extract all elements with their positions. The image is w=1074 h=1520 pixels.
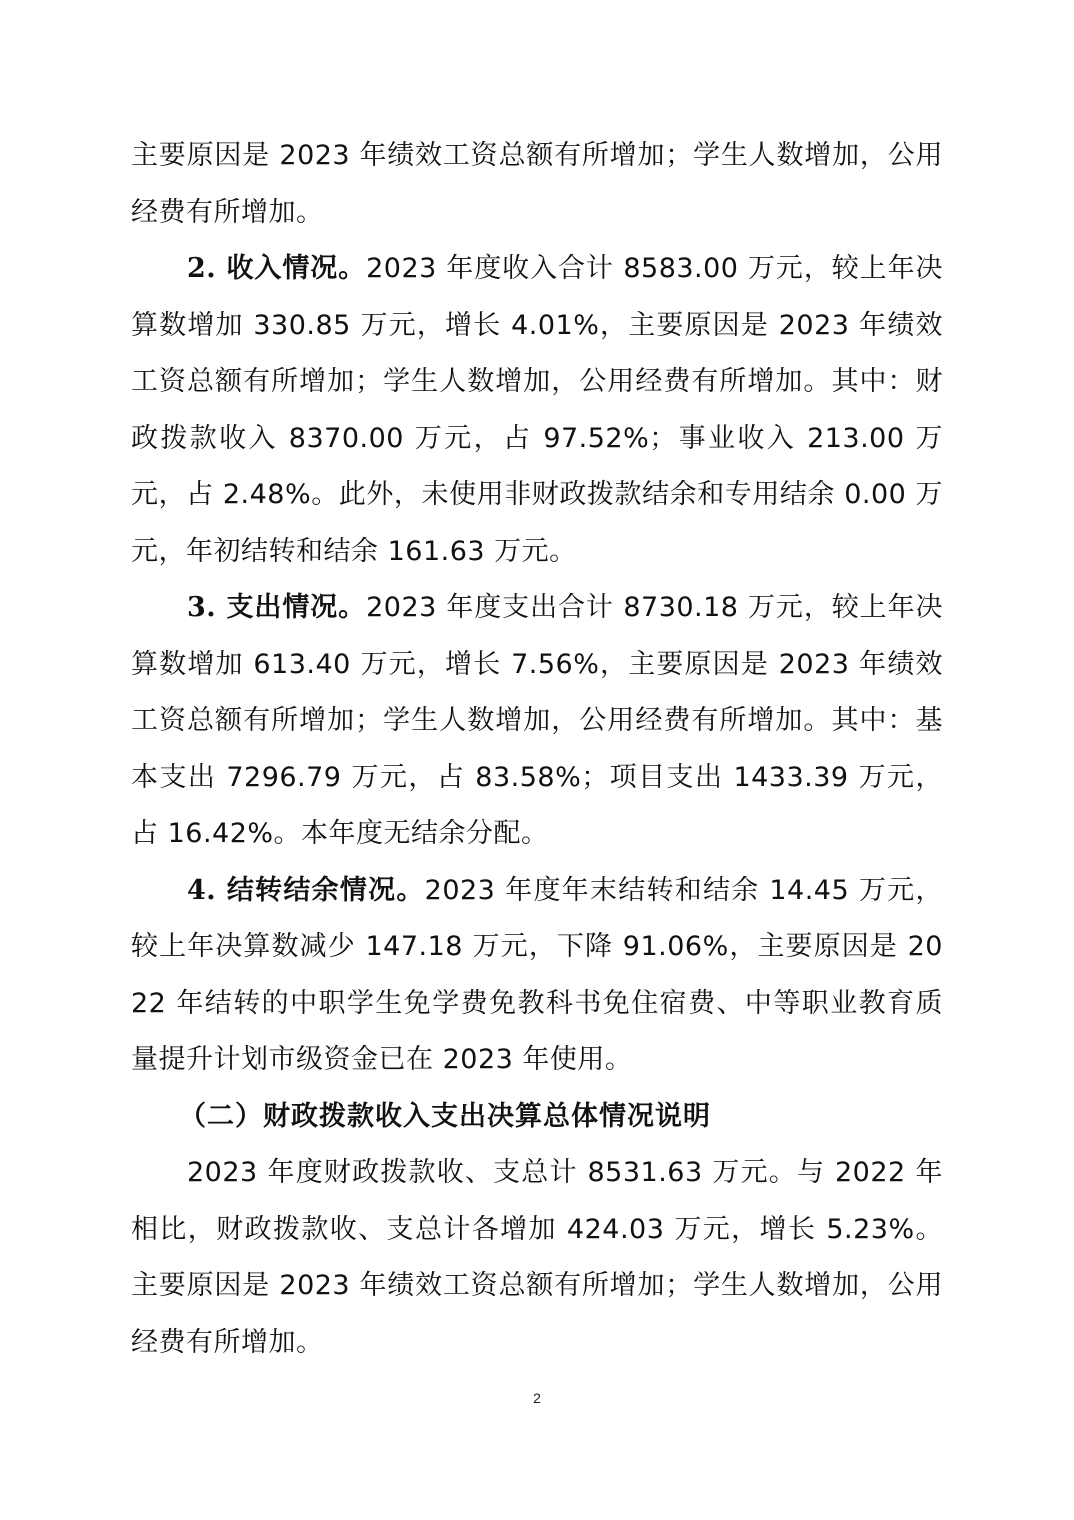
paragraph-text-income: 2023 年度收入合计 8583.00 万元，较上年决算数增加 330.85 万元，增长 4.01%，主要原因是 2023 年绩效工资总额有所增加；学生人数增加，公用经费有所增加。其中：财政拨款收入 8370.00 万元，占 97.52%；事业收入 213.00 万元，占 2.48%。此外，未使用非财政拨款结余和专用结余 0.00 万元，年初结转和结余 161.63 万元。 (131, 253, 943, 567)
paragraph-continuation (131, 128, 943, 241)
paragraph-income (131, 241, 943, 580)
paragraph-expenditure (131, 580, 943, 863)
paragraph-heading-income: 2. 收入情况。 (187, 253, 367, 284)
page-number: 2 (533, 1390, 541, 1406)
paragraph-heading-expenditure: 3. 支出情况。 (187, 592, 367, 623)
paragraph-text-carryover: 2023 年度年末结转和结余 14.45 万元，较上年决算数减少 147.18 万元，下降 91.06%，主要原因是 2022 年结转的中职学生免学费免教科书免住宿费、中等职业教育质量提升计划市级资金已在 2023 年使用。 (131, 874, 943, 1075)
paragraph-heading-carryover: 4. 结转结余情况。 (187, 874, 425, 906)
section-heading: （二）财政拨款收入支出决算总体情况说明 (179, 1100, 711, 1132)
paragraph-carryover (131, 863, 943, 1089)
paragraph-fiscal-summary (131, 1145, 943, 1371)
document-body (131, 128, 943, 1371)
paragraph-text-fiscal-summary: 2023 年度财政拨款收、支总计 8531.63 万元。与 2022 年相比，财政拨款收、支总计各增加 424.03 万元，增长 5.23%。主要原因是 2023 年绩效工资总额有所增加；学生人数增加，公用经费有所增加。 (131, 1157, 943, 1358)
paragraph-text-expenditure: 2023 年度支出合计 8730.18 万元，较上年决算数增加 613.40 万元，增长 7.56%，主要原因是 2023 年绩效工资总额有所增加；学生人数增加，公用经费有所增加。其中：基本支出 7296.79 万元，占 83.58%；项目支出 1433.39 万元，占 16.42%。本年度无结余分配。 (131, 592, 943, 849)
paragraph-text: 主要原因是 2023 年绩效工资总额有所增加；学生人数增加，公用经费有所增加。 (131, 140, 943, 228)
